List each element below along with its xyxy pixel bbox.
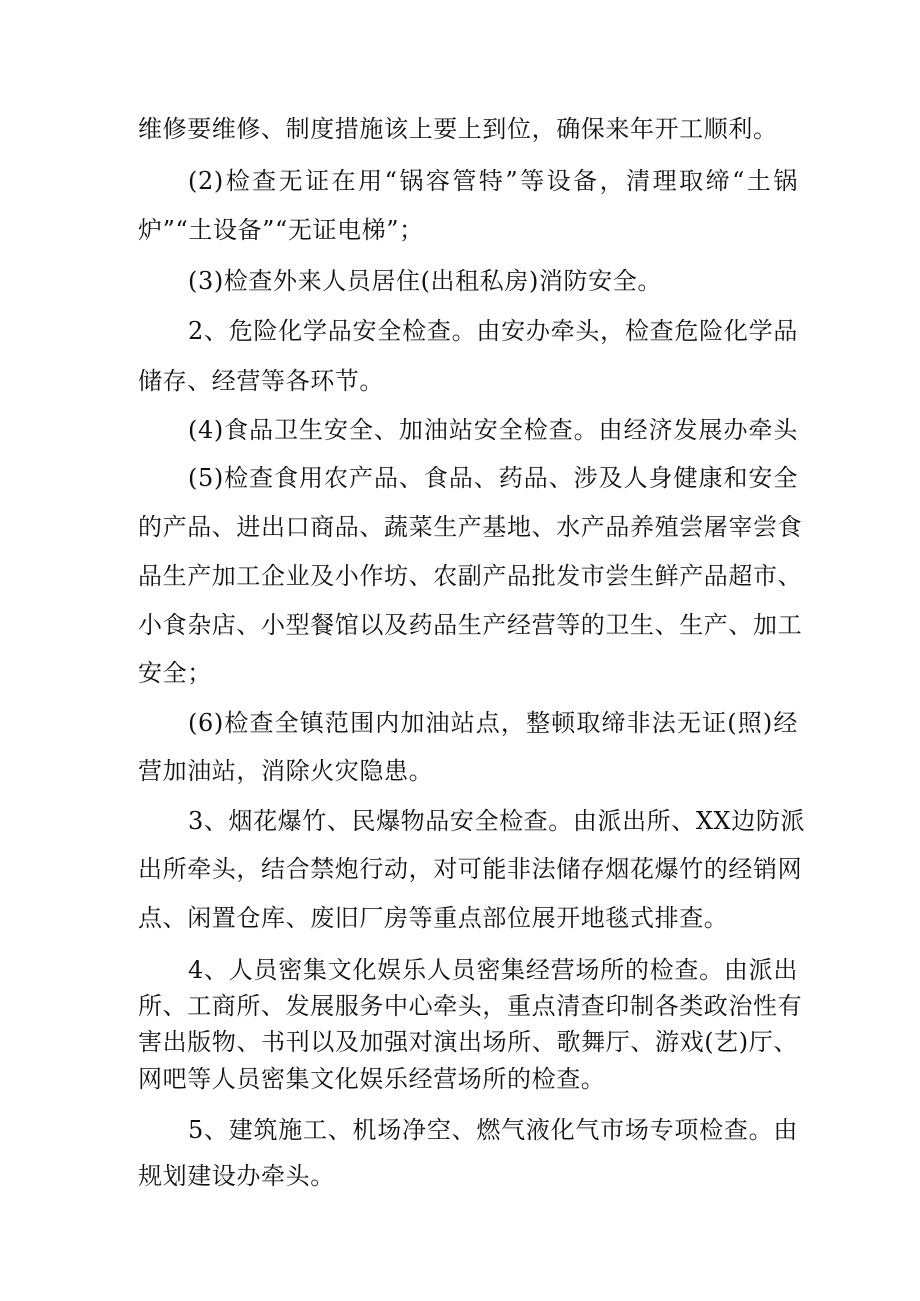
paragraph-line: (5)检查食用农产品、食品、药品、涉及人身健康和安全	[188, 464, 798, 492]
paragraph-line: 害出版物、书刊以及加强对演出场所、歌舞厅、游戏(艺)厅、	[138, 1028, 798, 1056]
paragraph-line: 出所牵头，结合禁炮行动，对可能非法储存烟花爆竹的经销网	[138, 855, 803, 883]
paragraph-line: 3、烟花爆竹、民爆物品安全检查。由派出所、XX边防派	[188, 807, 806, 835]
paragraph-line: (4)食品卫生安全、加油站安全检查。由经济发展办牵头	[188, 416, 798, 444]
paragraph-line: (3)检查外来人员居住(出租私房)消防安全。	[188, 267, 662, 295]
paragraph-line: 小食杂店、小型餐馆以及药品生产经营等的卫生、生产、加工	[138, 611, 803, 639]
paragraph-line: (6)检查全镇范围内加油站点，整顿取缔非法无证(照)经	[188, 709, 798, 737]
paragraph-line: 安全；	[138, 659, 212, 687]
paragraph-line: 的产品、进出口商品、蔬菜生产基地、水产品养殖尝屠宰尝食	[138, 513, 803, 541]
paragraph-line: 规划建设办牵头。	[138, 1162, 335, 1190]
paragraph-line: 炉”“土设备”“无证电梯”；	[138, 216, 424, 244]
paragraph-line: 维修要维修、制度措施该上要上到位，确保来年开工顺利。	[138, 115, 778, 143]
paragraph-line: 5、建筑施工、机场净空、燃气液化气市场专项检查。由	[188, 1116, 798, 1144]
paragraph-line: 储存、经营等各环节。	[138, 367, 384, 395]
paragraph-line: 所、工商所、发展服务中心牵头，重点清查印制各类政治性有	[138, 992, 803, 1020]
paragraph-line: 点、闲置仓库、废旧厂房等重点部位展开地毯式排查。	[138, 904, 729, 932]
paragraph-line: 2、危险化学品安全检查。由安办牵头，检查危险化学品	[188, 317, 798, 345]
paragraph-line: 4、人员密集文化娱乐人员密集经营场所的检查。由派出	[188, 956, 798, 984]
paragraph-line: 品生产加工企业及小作坊、农副产品批发市尝生鲜产品超市、	[138, 562, 803, 590]
paragraph-line: 网吧等人员密集文化娱乐经营场所的检查。	[138, 1065, 606, 1093]
paragraph-line: (2)检查无证在用“锅容管特”等设备，清理取缔“土锅	[188, 167, 798, 195]
paragraph-line: 营加油站，消除火灾隐患。	[138, 757, 434, 785]
